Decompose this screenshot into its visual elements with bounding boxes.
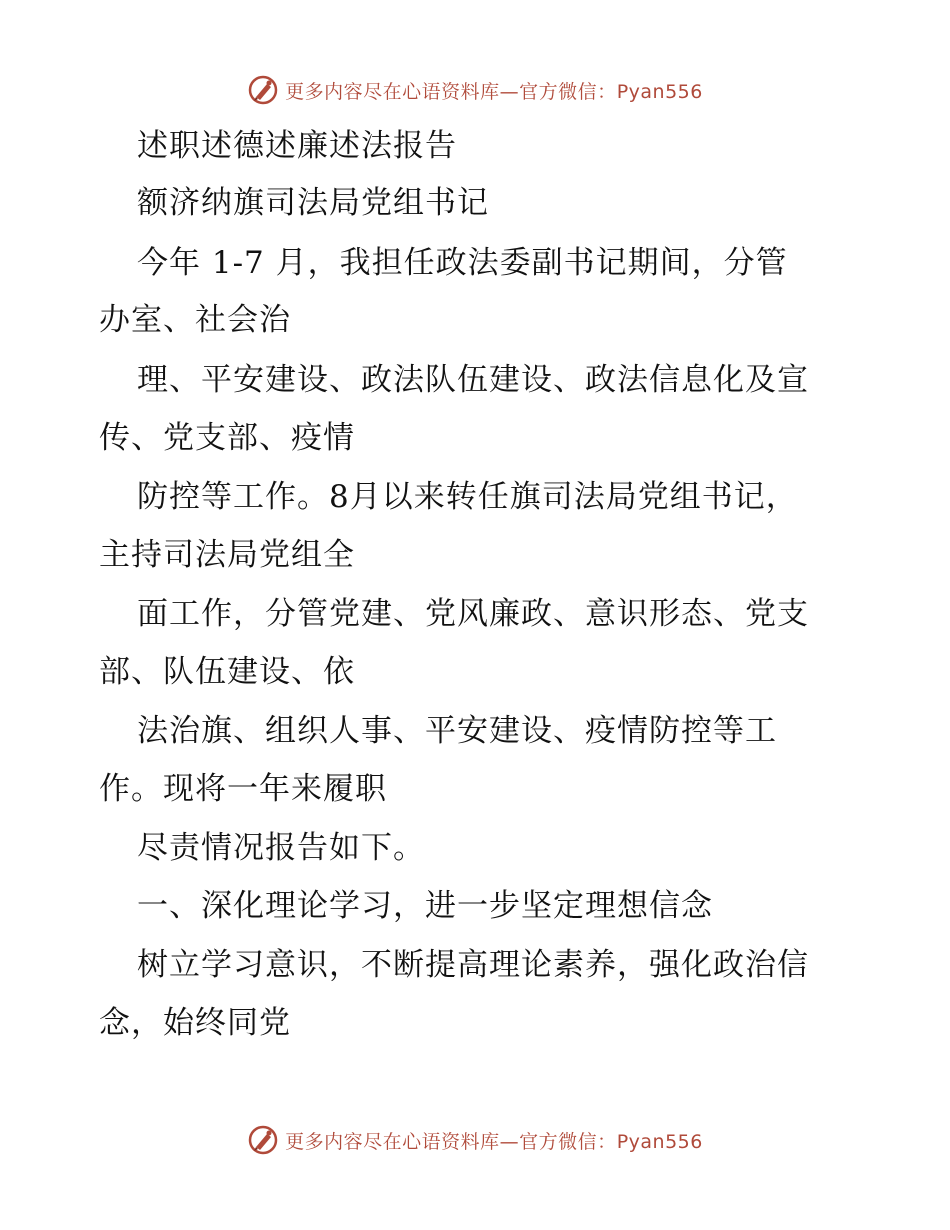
watermark-site-text: 更多内容尽在心语资料库 [285,80,500,103]
text-line: 树立学习意识，不断提高理论素养，强化政治信 [137,947,809,983]
watermark-wechat-label: 官方微信： [519,80,617,103]
text-line: 办室、社会治 [99,302,291,338]
text-line: 防控等工作。8月以来转任旗司法局党组书记， [137,479,798,515]
header-watermark [0,70,950,110]
text-line: 主持司法局党组全 [99,537,355,573]
watermark-wechat-id: Pyan556 [616,80,703,103]
author-line: 额济纳旗司法局党组书记 [137,185,489,221]
pen-logo-icon [247,74,279,106]
watermark-wechat-id: Pyan556 [616,1130,703,1153]
text-line: 法治旗、组织人事、平安建设、疫情防控等工 [137,713,777,749]
footer-watermark [0,1120,950,1160]
text-line: 传、党支部、疫情 [99,420,355,456]
watermark-wechat-label: 官方微信： [519,1130,617,1153]
watermark-site-text: 更多内容尽在心语资料库 [285,1130,500,1153]
text-line: 尽责情况报告如下。 [137,830,425,866]
text-line: 今年 1-7 月，我担任政法委副书记期间，分管 [137,245,788,281]
text-line: 部、队伍建设、依 [99,654,355,690]
text-line: 面工作，分管党建、党风廉政、意识形态、党支 [137,596,809,632]
text-line: 作。现将一年来履职 [99,771,387,807]
text-line: 理、平安建设、政法队伍建设、政法信息化及宣 [137,362,809,398]
pen-logo-icon [247,1124,279,1156]
section-heading: 一、深化理论学习，进一步坚定理想信念 [137,888,713,924]
text-line: 念，始终同党 [99,1005,291,1041]
watermark-dash: — [499,80,520,103]
document-title: 述职述德述廉述法报告 [137,128,457,164]
watermark-dash: — [499,1130,520,1153]
